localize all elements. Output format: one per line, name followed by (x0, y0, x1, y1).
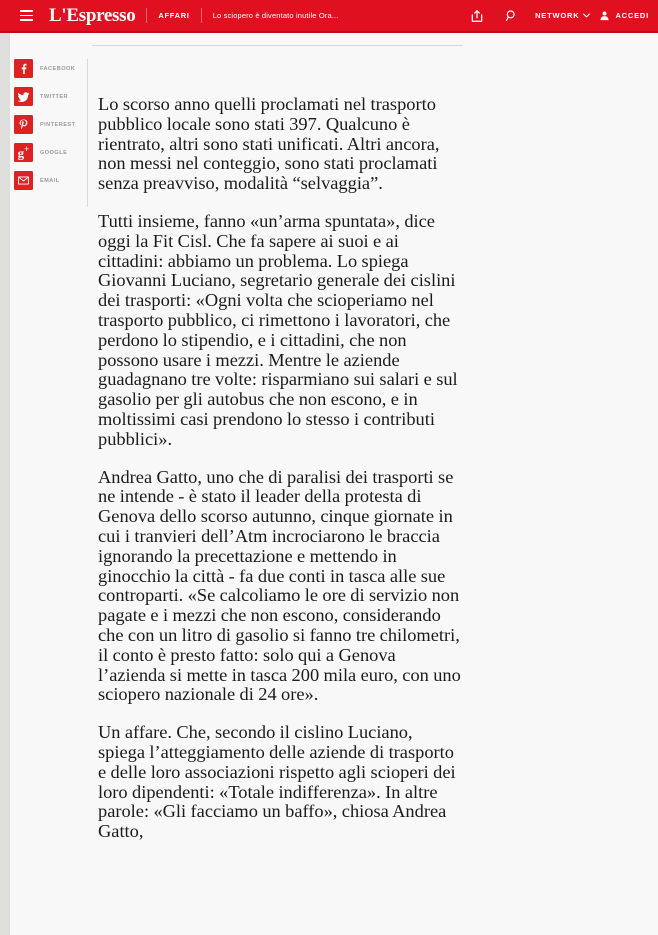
content-area (10, 33, 658, 935)
header-actions (460, 0, 658, 32)
article-top-divider (92, 45, 463, 46)
login-label: ACCEDI (615, 11, 649, 20)
google-plus-icon: g+ (14, 143, 33, 162)
header-headline-link[interactable]: Lo sciopero è diventato inutile Ora... (212, 11, 339, 20)
share-facebook-label: FACEBOOK (40, 65, 76, 72)
article-paragraph: Lo scorso anno quelli proclamati nel trasporto pubblico locale sono stati 397. Qualcuno è rientrato, altri sono stati unificati. Altri ancora, non messi nel conteggio, sono stati proclamati senza preavviso, modalità “selvaggia”. (98, 94, 440, 194)
network-label: NETWORK (535, 11, 580, 20)
share-email-button[interactable] (14, 171, 90, 190)
share-pinterest-button[interactable] (14, 115, 90, 134)
header-divider-1 (146, 8, 147, 23)
page-body (0, 33, 658, 935)
share-icon[interactable] (460, 0, 494, 32)
share-twitter-button[interactable] (14, 87, 90, 106)
site-header (0, 0, 658, 33)
social-share-rail (14, 59, 90, 190)
hamburger-menu-icon[interactable] (9, 0, 43, 32)
user-icon (599, 10, 610, 21)
chevron-down-icon (583, 13, 590, 18)
share-google-label: GOOGLE (40, 149, 68, 156)
share-facebook-button[interactable] (14, 59, 90, 78)
twitter-icon (14, 87, 33, 106)
share-google-button[interactable] (14, 143, 90, 162)
login-button[interactable] (599, 0, 649, 32)
header-divider-2 (201, 8, 202, 23)
email-icon (14, 171, 33, 190)
search-icon[interactable] (494, 0, 528, 32)
rail-divider (87, 59, 88, 207)
article-paragraph: Tutti insieme, fanno «un’arma spuntata», dice oggi la Fit Cisl. Che fa sapere ai suoi e ai cittadini: abbiamo un problema. Lo spiega Giovanni Luciano, segretario generale dei cislini dei trasporti: «Ogni volta che scioperiamo nel trasporto pubblico, ci rimettono i lavoratori, che perdono lo stipendio, e i cittadini, che non possono usare i mezzi. Mentre le aziende guadagnano tre volte: risparmiano sui salari e sul gasolio per gli autobus che non escono, e in moltissimi casi prendono lo stesso i contributi pubblici». (98, 210, 458, 449)
article-paragraph: Andrea Gatto, uno che di paralisi dei trasporti se ne intende - è stato il leader della protesta di Genova dello scorso autunno, cinque giornate in cui i tranvieri dell’Atm incrociarono le braccia ignorando la precettazione e mettendo in ginocchio la città - fa due conti in tasca alle sue controparti. «Se calcoliamo le ore di servizio non pagate e i mezzi che non escono, considerando che con un litro di gasolio si fanno tre chilometri, il conto è presto fatto: solo qui a Genova l’azienda si mette in tasca 200 mila euro, con uno sciopero nazionale di 24 ore». (98, 466, 461, 705)
header-section-link[interactable]: AFFARI (158, 11, 190, 20)
pinterest-icon (14, 115, 33, 134)
network-dropdown[interactable] (528, 0, 599, 32)
share-twitter-label: TWITTER (40, 93, 69, 100)
article-paragraph: Un affare. Che, secondo il cislino Luciano, spiega l’atteggiamento delle aziende di trasporto e delle loro associazioni rispetto agli scioperi dei loro dipendenti: «Totale indifferenza». In altre parole: «Gli facciamo un baffo», chiosa Andrea Gatto, (98, 722, 456, 842)
site-logo[interactable]: L'Espresso (49, 5, 136, 26)
facebook-icon (14, 59, 33, 78)
share-pinterest-label: PINTEREST (40, 121, 76, 128)
left-gutter (0, 33, 10, 935)
share-email-label: EMAIL (40, 177, 60, 184)
article-body (98, 95, 462, 842)
